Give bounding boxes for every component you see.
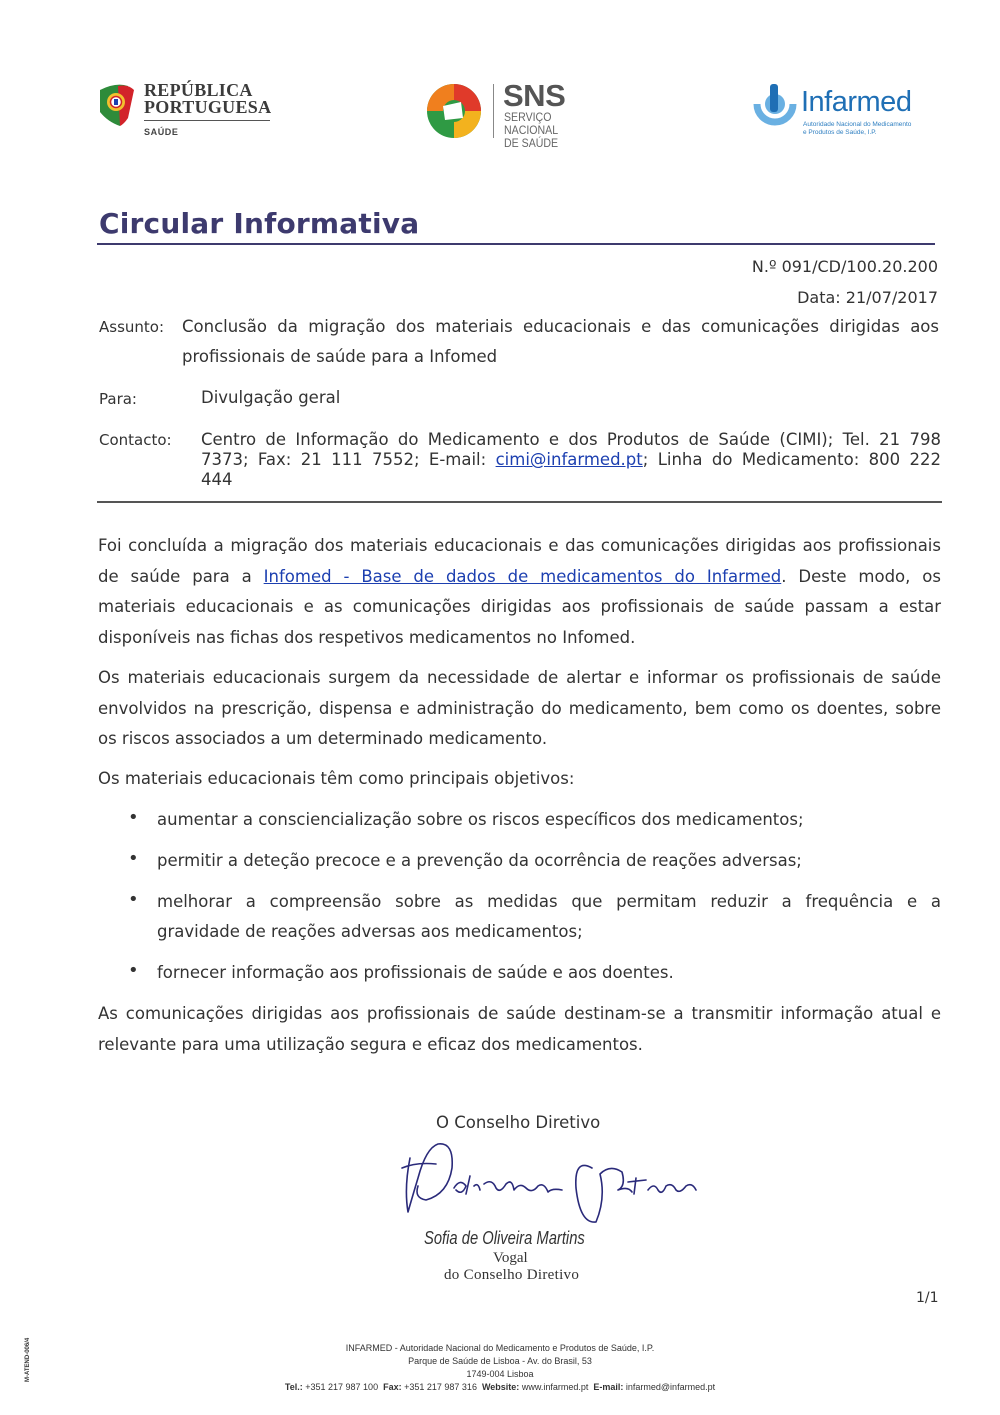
republica-title — [144, 82, 271, 116]
paragraph-2 — [98, 663, 941, 755]
subject-label: Assunto: — [99, 318, 165, 336]
signature-heading: O Conselho Diretivo — [436, 1113, 601, 1132]
subject-line1: Conclusão da migração dos materiais educacionais e das comunicações dirigidas aos — [182, 317, 939, 336]
contact-line3: 444 — [201, 470, 233, 489]
subject-line2: profissionais de saúde para a Infomed — [182, 347, 498, 366]
footer-website-label: Website: — [481, 1382, 520, 1392]
footer-fax: +351 217 987 316 — [404, 1382, 477, 1392]
signatory-org: do Conselho Diretivo — [444, 1267, 580, 1283]
contact-line2-end: ; Linha do Medicamento: 800 222 — [642, 450, 942, 469]
to-value: Divulgação geral — [201, 388, 341, 407]
footer-contacts — [150, 1382, 850, 1392]
republica-portuguesa-logo — [98, 80, 278, 142]
bullet-dot: • — [128, 960, 139, 981]
infarmed-emblem-icon — [753, 82, 797, 128]
header-separator — [97, 501, 942, 503]
footer-address: Parque de Saúde de Lisboa - Av. do Brasil, 53 — [408, 1356, 592, 1366]
side-form-code — [22, 1325, 34, 1385]
p2-line2: envolvidos na prescrição, dispensa e administração do medicamento, bem como os doentes, sobre — [98, 698, 941, 718]
p1-line2 — [98, 562, 941, 593]
contact-line1: Centro de Informação do Medicamento e dos Produtos de Saúde (CIMI); Tel. 21 798 — [201, 430, 941, 449]
page-number: 1/1 — [916, 1290, 939, 1306]
republica-rule — [144, 120, 270, 121]
paragraph-1 — [98, 531, 941, 653]
bullet-item-2: permitir a deteção precoce e a prevenção da ocorrência de reações adversas; — [157, 851, 802, 870]
signatory-name: Sofia de Oliveira Martins — [424, 1228, 585, 1248]
bullet-item-3-line2: gravidade de reações adversas aos medicamentos; — [157, 922, 583, 941]
sns-subtitle-line1: SERVIÇO NACIONAL — [504, 112, 559, 137]
contact-line2 — [201, 450, 941, 469]
paragraph-3: Os materiais educacionais têm como principais objetivos: — [98, 769, 575, 788]
republica-line1: REPÚBLICA — [144, 80, 253, 100]
footer-org: INFARMED - Autoridade Nacional do Medicamento e Produtos de Saúde, I.P. — [345, 1343, 655, 1353]
p1-line1: Foi concluída a migração dos materiais educacionais e das comunicações dirigidas aos profissionais — [98, 536, 941, 555]
p1-line4: disponíveis nas fichas dos respetivos medicamentos no Infomed. — [98, 627, 636, 647]
infarmed-subtitle-line1: Autoridade Nacional do Medicamento — [803, 121, 912, 128]
sns-subtitle — [504, 112, 606, 151]
footer-email-label: E-mail: — [593, 1382, 624, 1392]
p1-line2-end: . Deste modo, os — [781, 566, 941, 586]
signatory-role: Vogal — [493, 1250, 528, 1266]
sns-divider — [493, 84, 494, 138]
p4-line1: As comunicações dirigidas aos profissionais de saúde destinam-se a transmitir informação atual e — [98, 1004, 941, 1023]
infarmed-subtitle-line2: e Produtos de Saúde, I.P. — [803, 129, 877, 136]
infarmed-title: Infarmed — [801, 86, 912, 118]
sns-logo — [425, 78, 615, 150]
p1-line2-start: de saúde para a — [98, 566, 264, 586]
footer-tel-label: Tel.: — [284, 1382, 303, 1392]
sns-emblem-icon — [425, 82, 483, 140]
sns-title: SNS — [503, 78, 566, 113]
paragraph-4 — [98, 999, 941, 1060]
contact-label: Contacto: — [99, 431, 172, 449]
contact-line2-start: 7373; Fax: 21 111 7552; E-mail: — [201, 450, 496, 469]
republica-line2: PORTUGUESA — [144, 97, 272, 117]
p2-line1: Os materiais educacionais surgem da necessidade de alertar e informar os profissionais de saúde — [98, 668, 941, 687]
infarmed-logo — [753, 80, 928, 142]
bullet-dot: • — [128, 889, 139, 910]
bullet-dot: • — [128, 848, 139, 869]
bullet-dot: • — [128, 807, 139, 828]
coat-of-arms-icon — [98, 82, 138, 128]
document-title: Circular Informativa — [99, 207, 420, 240]
handwritten-signature — [396, 1138, 706, 1230]
side-form-code-text: M-ATEND-006/4 — [25, 1337, 31, 1382]
p4-line2: relevante para uma utilização segura e eficaz dos medicamentos. — [98, 1034, 643, 1054]
p2-line3: os riscos associados a um determinado medicamento. — [98, 729, 548, 748]
footer-tel: +351 217 987 100 — [305, 1382, 379, 1392]
to-label: Para: — [99, 390, 137, 408]
republica-subtitle: SAÚDE — [144, 127, 179, 137]
footer-website-link[interactable]: www.infarmed.pt — [521, 1382, 589, 1392]
bullet-item-4: fornecer informação aos profissionais de saúde e aos doentes. — [157, 963, 674, 982]
footer-postcode: 1749-004 Lisboa — [466, 1369, 534, 1379]
bullet-item-3-line1: melhorar a compreensão sobre as medidas que permitam reduzir a frequência e a — [157, 892, 941, 911]
footer-fax-label: Fax: — [383, 1382, 402, 1392]
footer-email-link[interactable]: infarmed@infarmed.pt — [625, 1382, 716, 1392]
circular-date: Data: 21/07/2017 — [797, 288, 938, 307]
circular-number: N.º 091/CD/100.20.200 — [751, 257, 938, 276]
bullet-item-1: aumentar a consciencialização sobre os riscos específicos dos medicamentos; — [157, 810, 804, 829]
infomed-link[interactable]: Infomed - Base de dados de medicamentos do Infarmed — [263, 566, 782, 586]
p1-line3: materiais educacionais e as comunicações dirigidas aos profissionais de saúde passam a estar — [98, 597, 941, 616]
infarmed-subtitle — [803, 121, 911, 137]
title-rule — [97, 243, 935, 245]
contact-email-link[interactable]: cimi@infarmed.pt — [495, 450, 643, 469]
sns-subtitle-line2: DE SAÚDE — [504, 138, 559, 150]
